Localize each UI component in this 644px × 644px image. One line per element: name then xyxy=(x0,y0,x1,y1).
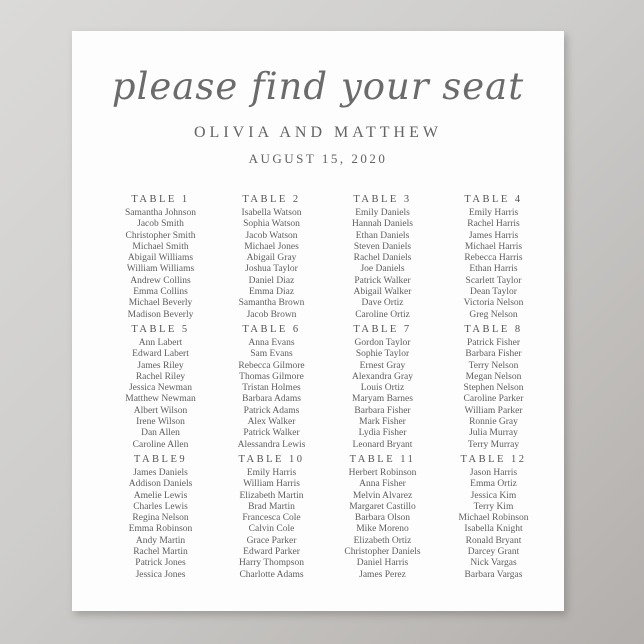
guest-name: Emma Collins xyxy=(133,287,188,298)
guest-name: Michael Jones xyxy=(244,241,299,252)
guest-name: Isabella Watson xyxy=(241,208,302,218)
table-title: TABLE 1 xyxy=(131,194,190,205)
guest-name: Rebecca Harris xyxy=(464,253,523,264)
guest-name: Terry Kim xyxy=(473,501,514,512)
seating-chart-poster xyxy=(72,31,564,611)
guest-list xyxy=(105,468,216,581)
table-title: TABLE 5 xyxy=(131,324,190,335)
guest-list xyxy=(105,208,216,321)
table-block xyxy=(216,324,327,454)
guest-name: Edward Labert xyxy=(132,349,189,360)
table-title: TABLE 10 xyxy=(238,454,305,465)
guest-name: James Riley xyxy=(137,360,184,371)
guest-name: Terry Murray xyxy=(467,439,520,450)
guest-name: Sam Evans xyxy=(250,349,293,360)
guest-name: Herbert Robinson xyxy=(348,468,417,478)
guest-name: Michael Robinson xyxy=(458,513,529,524)
guest-name: Mike Moreno xyxy=(356,524,409,535)
guest-name: Emma Ortiz xyxy=(470,479,517,490)
guest-name: Jacob Brown xyxy=(246,309,297,320)
guest-name: Dean Taylor xyxy=(470,287,517,298)
guest-name: Francesca Cole xyxy=(242,513,301,524)
guest-name: Albert Wilson xyxy=(133,405,188,416)
guest-name: Jessica Kim xyxy=(470,490,517,501)
guest-list xyxy=(327,468,438,581)
guest-name: Megan Nelson xyxy=(465,371,522,382)
table-block xyxy=(327,324,438,454)
guest-name: Jacob Watson xyxy=(245,230,298,241)
guest-name: William Harris xyxy=(243,479,300,490)
guest-list xyxy=(438,338,549,451)
guest-name: Daniel Diaz xyxy=(248,275,295,286)
seating-grid xyxy=(105,194,549,584)
guest-name: Emily Harris xyxy=(468,208,519,218)
guest-name: Addison Daniels xyxy=(128,479,193,490)
guest-name: Christopher Smith xyxy=(125,230,196,241)
guest-name: Andrew Collins xyxy=(130,275,191,286)
couple-names: OLIVIA AND MATTHEW xyxy=(194,123,442,141)
guest-name: Daniel Harris xyxy=(356,558,409,569)
guest-name: Steven Daniels xyxy=(353,241,412,252)
guest-name: William Williams xyxy=(126,264,195,275)
guest-name: Dave Ortiz xyxy=(361,298,404,309)
guest-name: Stephen Nelson xyxy=(463,383,524,394)
guest-name: Barbara Fisher xyxy=(465,349,522,360)
guest-name: Barbara Adams xyxy=(242,394,301,405)
guest-list xyxy=(438,468,549,581)
guest-name: Anna Evans xyxy=(248,338,295,348)
guest-name: Abigail Walker xyxy=(353,287,412,298)
guest-name: Darcey Grant xyxy=(467,547,520,558)
guest-name: Abigail Williams xyxy=(127,253,194,264)
guest-name: Andy Martin xyxy=(135,535,186,546)
guest-name: Tristan Holmes xyxy=(242,383,301,394)
guest-name: Madison Beverly xyxy=(127,309,194,320)
guest-name: Ethan Harris xyxy=(469,264,518,275)
guest-list xyxy=(105,338,216,451)
guest-name: Caroline Allen xyxy=(132,439,189,450)
guest-name: Brad Martin xyxy=(248,501,295,512)
guest-name: Samantha Brown xyxy=(238,298,305,309)
guest-name: Jacob Smith xyxy=(137,219,184,230)
table-title: TABLE 7 xyxy=(353,324,412,335)
guest-name: James Harris xyxy=(468,230,519,241)
guest-name: Caroline Parker xyxy=(463,394,524,405)
table-block xyxy=(327,194,438,324)
guest-name: Grace Parker xyxy=(246,535,297,546)
guest-list xyxy=(216,208,327,321)
guest-name: Sophia Watson xyxy=(243,219,300,230)
table-title: TABLE9 xyxy=(133,454,188,465)
table-block xyxy=(105,324,216,454)
guest-name: Rachel Harris xyxy=(467,219,520,230)
table-block xyxy=(216,194,327,324)
guest-name: Hannah Daniels xyxy=(352,219,413,230)
guest-name: Emily Harris xyxy=(246,468,297,478)
guest-name: Jason Harris xyxy=(469,468,518,478)
guest-name: Michael Beverly xyxy=(128,298,193,309)
guest-name: Patrick Adams xyxy=(243,405,300,416)
guest-name: Harry Thompson xyxy=(239,558,304,569)
guest-list xyxy=(438,208,549,321)
guest-name: Emily Daniels xyxy=(355,208,410,218)
table-block xyxy=(438,324,549,454)
guest-name: Joe Daniels xyxy=(360,264,405,275)
guest-name: Anna Fisher xyxy=(359,479,406,490)
guest-name: Christopher Daniels xyxy=(344,547,421,558)
guest-name: Scarlett Taylor xyxy=(465,275,522,286)
script-title: please find your seat xyxy=(111,65,525,108)
table-block xyxy=(105,194,216,324)
guest-name: Thomas Gilmore xyxy=(239,371,304,382)
table-title: TABLE 8 xyxy=(464,324,523,335)
guest-name: Greg Nelson xyxy=(469,309,518,320)
guest-name: Isabella Knight xyxy=(464,524,523,535)
table-title: TABLE 11 xyxy=(349,454,416,465)
guest-name: Patrick Walker xyxy=(243,428,300,439)
guest-name: Matthew Newman xyxy=(125,394,196,405)
guest-name: Regina Nelson xyxy=(132,513,189,524)
guest-name: Edward Parker xyxy=(243,547,300,558)
guest-name: Nick Vargas xyxy=(470,558,517,569)
guest-name: Sophie Taylor xyxy=(355,349,410,360)
guest-list xyxy=(327,338,438,451)
table-title: TABLE 6 xyxy=(242,324,301,335)
guest-name: Jessica Newman xyxy=(128,383,193,394)
table-block xyxy=(105,454,216,584)
guest-name: Ernest Gray xyxy=(359,360,406,371)
guest-name: Charles Lewis xyxy=(133,501,188,512)
guest-name: Amelie Lewis xyxy=(133,490,188,501)
guest-name: Barbara Fisher xyxy=(354,405,411,416)
guest-name: Michael Smith xyxy=(132,241,189,252)
guest-list xyxy=(216,468,327,581)
table-title: TABLE 4 xyxy=(464,194,523,205)
guest-name: Emma Diaz xyxy=(248,287,295,298)
guest-name: Rachel Riley xyxy=(135,371,186,382)
guest-name: James Perez xyxy=(359,569,406,580)
guest-name: Alex Walker xyxy=(247,417,296,428)
guest-name: Irene Wilson xyxy=(136,417,185,428)
guest-name: Louis Ortiz xyxy=(360,383,405,394)
guest-name: Caroline Ortiz xyxy=(355,309,410,320)
guest-name: Lydia Fisher xyxy=(358,428,407,439)
guest-name: Alexandra Gray xyxy=(352,371,413,382)
guest-name: Jessica Jones xyxy=(135,569,186,580)
table-block xyxy=(327,454,438,584)
guest-name: Abigail Gray xyxy=(246,253,297,264)
guest-name: Dan Allen xyxy=(141,428,180,439)
guest-name: James Daniels xyxy=(133,468,188,478)
guest-name: William Parker xyxy=(464,405,523,416)
table-title: TABLE 12 xyxy=(460,454,527,465)
guest-list xyxy=(216,338,327,451)
guest-name: Joshua Taylor xyxy=(245,264,298,275)
table-block xyxy=(216,454,327,584)
event-date: AUGUST 15, 2020 xyxy=(248,150,388,166)
table-title: TABLE 2 xyxy=(242,194,301,205)
guest-name: Ronnie Gray xyxy=(469,417,518,428)
guest-name: Alessandra Lewis xyxy=(237,439,306,450)
guest-name: Gordon Taylor xyxy=(354,338,411,348)
guest-name: Samantha Johnson xyxy=(125,208,196,218)
guest-name: Mark Fisher xyxy=(359,417,406,428)
guest-name: Emma Robinson xyxy=(128,524,193,535)
guest-name: Elizabeth Martin xyxy=(239,490,304,501)
guest-name: Elizabeth Ortiz xyxy=(353,535,412,546)
guest-name: Margaret Castillo xyxy=(349,501,416,512)
guest-name: Calvin Cole xyxy=(248,524,295,535)
guest-name: Patrick Fisher xyxy=(466,338,521,348)
guest-name: Patrick Jones xyxy=(135,558,186,569)
guest-name: Maryam Barnes xyxy=(352,394,413,405)
table-title: TABLE 3 xyxy=(353,194,412,205)
table-block xyxy=(438,194,549,324)
guest-name: Michael Harris xyxy=(464,241,523,252)
guest-name: Barbara Vargas xyxy=(464,569,523,580)
table-block xyxy=(438,454,549,584)
guest-name: Barbara Olson xyxy=(354,513,411,524)
guest-name: Patrick Walker xyxy=(354,275,411,286)
guest-name: Leonard Bryant xyxy=(352,439,413,450)
guest-list xyxy=(327,208,438,321)
guest-name: Victoria Nelson xyxy=(463,298,524,309)
guest-name: Ann Labert xyxy=(138,338,183,348)
guest-name: Terry Nelson xyxy=(468,360,519,371)
guest-name: Rachel Martin xyxy=(133,547,188,558)
guest-name: Melvin Alvarez xyxy=(352,490,413,501)
guest-name: Charlotte Adams xyxy=(239,569,304,580)
guest-name: Rebecca Gilmore xyxy=(238,360,305,371)
guest-name: Ronald Bryant xyxy=(465,535,522,546)
guest-name: Ethan Daniels xyxy=(355,230,410,241)
guest-name: Rachel Daniels xyxy=(353,253,412,264)
guest-name: Julia Murray xyxy=(469,428,518,439)
